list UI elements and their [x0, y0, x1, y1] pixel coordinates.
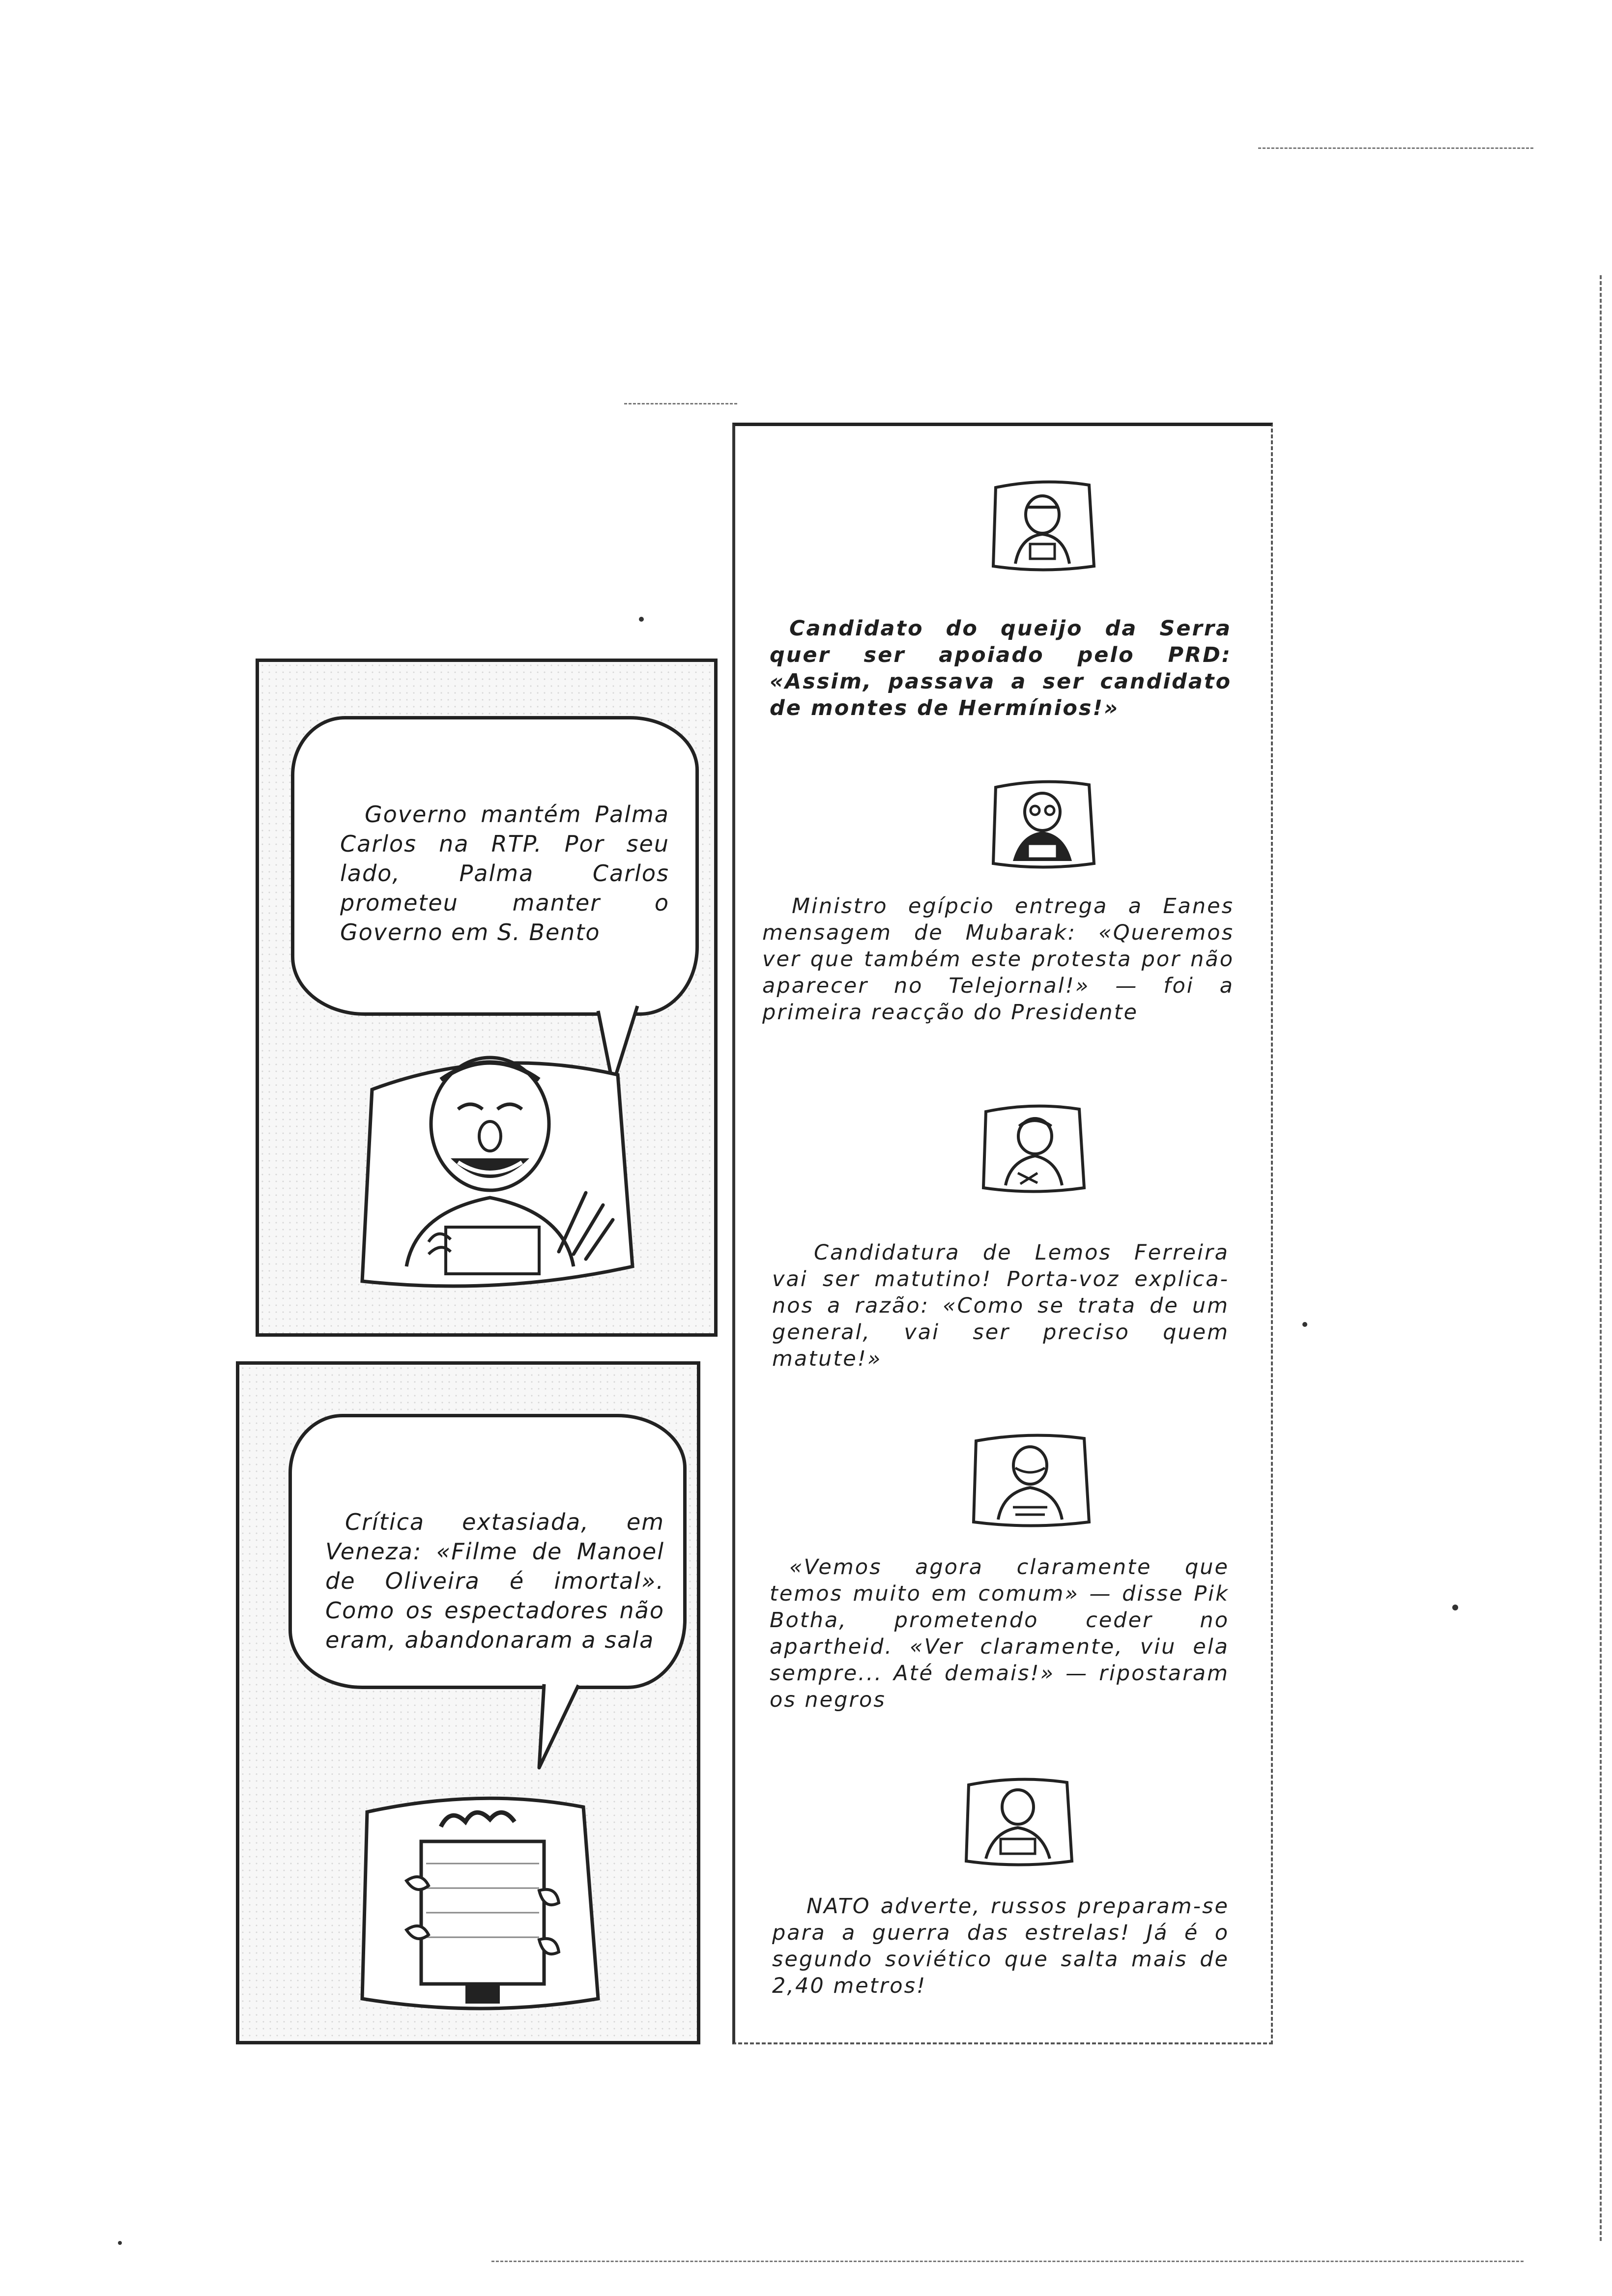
- tv-presenter-icon: [986, 475, 1099, 578]
- tv-presenter-icon: [966, 1429, 1094, 1532]
- comic-panel-governo: [256, 659, 718, 1337]
- strip-item-text: Candidatura de Lemos Ferreira vai ser matutino! Porta-voz explica-nos a razão: «Como se trata de um general, vai ser preciso quem matute!»: [772, 1240, 1229, 1371]
- scan-mark-top: [1258, 147, 1533, 149]
- comic-panel-critica: [236, 1361, 700, 2044]
- speck: [1302, 1322, 1307, 1327]
- speck: [639, 617, 644, 622]
- tv-presenter-icon: [959, 1773, 1077, 1871]
- speck: [1452, 1605, 1458, 1610]
- tv-critic-reading-illustration: [352, 1782, 608, 2028]
- panel-caption-governo: Governo mantém Palma Carlos na RTP. Por seu lado, Palma Carlos prometeu manter o Governo em S. Bento: [340, 801, 669, 946]
- news-strip: [732, 423, 1273, 2044]
- panel-caption-critica: Crítica extasiada, em Veneza: «Filme de Manoel de Oliveira é imortal». Como os espectadores não eram, abandonaram a sala: [325, 1509, 664, 1653]
- strip-item-text: «Vemos agora claramente que temos muito em comum» — disse Pik Botha, prometendo ceder no apartheid. «Ver claramente, viu ela sempre... Até demais!» — ripostaram os negros: [770, 1555, 1229, 1712]
- strip-item-text: NATO adverte, russos preparam-se para a guerra das estrelas! Já é o segundo soviético que salta mais de 2,40 metros!: [772, 1894, 1229, 1998]
- scan-mark-right-edge: [1600, 275, 1602, 2241]
- tv-presenter-laughing-illustration: [343, 1035, 637, 1311]
- scan-mark-bottom: [491, 2261, 1524, 2262]
- tv-presenter-icon: [986, 775, 1099, 873]
- strip-item-text: Ministro egípcio entrega a Eanes mensagem de Mubarak: «Queremos ver que também este protesta por não aparecer no Telejornal!» — foi a primeira reacção do Presidente: [762, 894, 1234, 1025]
- speck: [118, 2241, 122, 2245]
- tv-presenter-icon: [976, 1099, 1089, 1198]
- strip-item-text: Candidato do queijo da Serra quer ser apoiado pelo PRD: «Assim, passava a ser candidato de montes de Hermínios!»: [770, 616, 1232, 720]
- scan-mark-left: [624, 403, 737, 404]
